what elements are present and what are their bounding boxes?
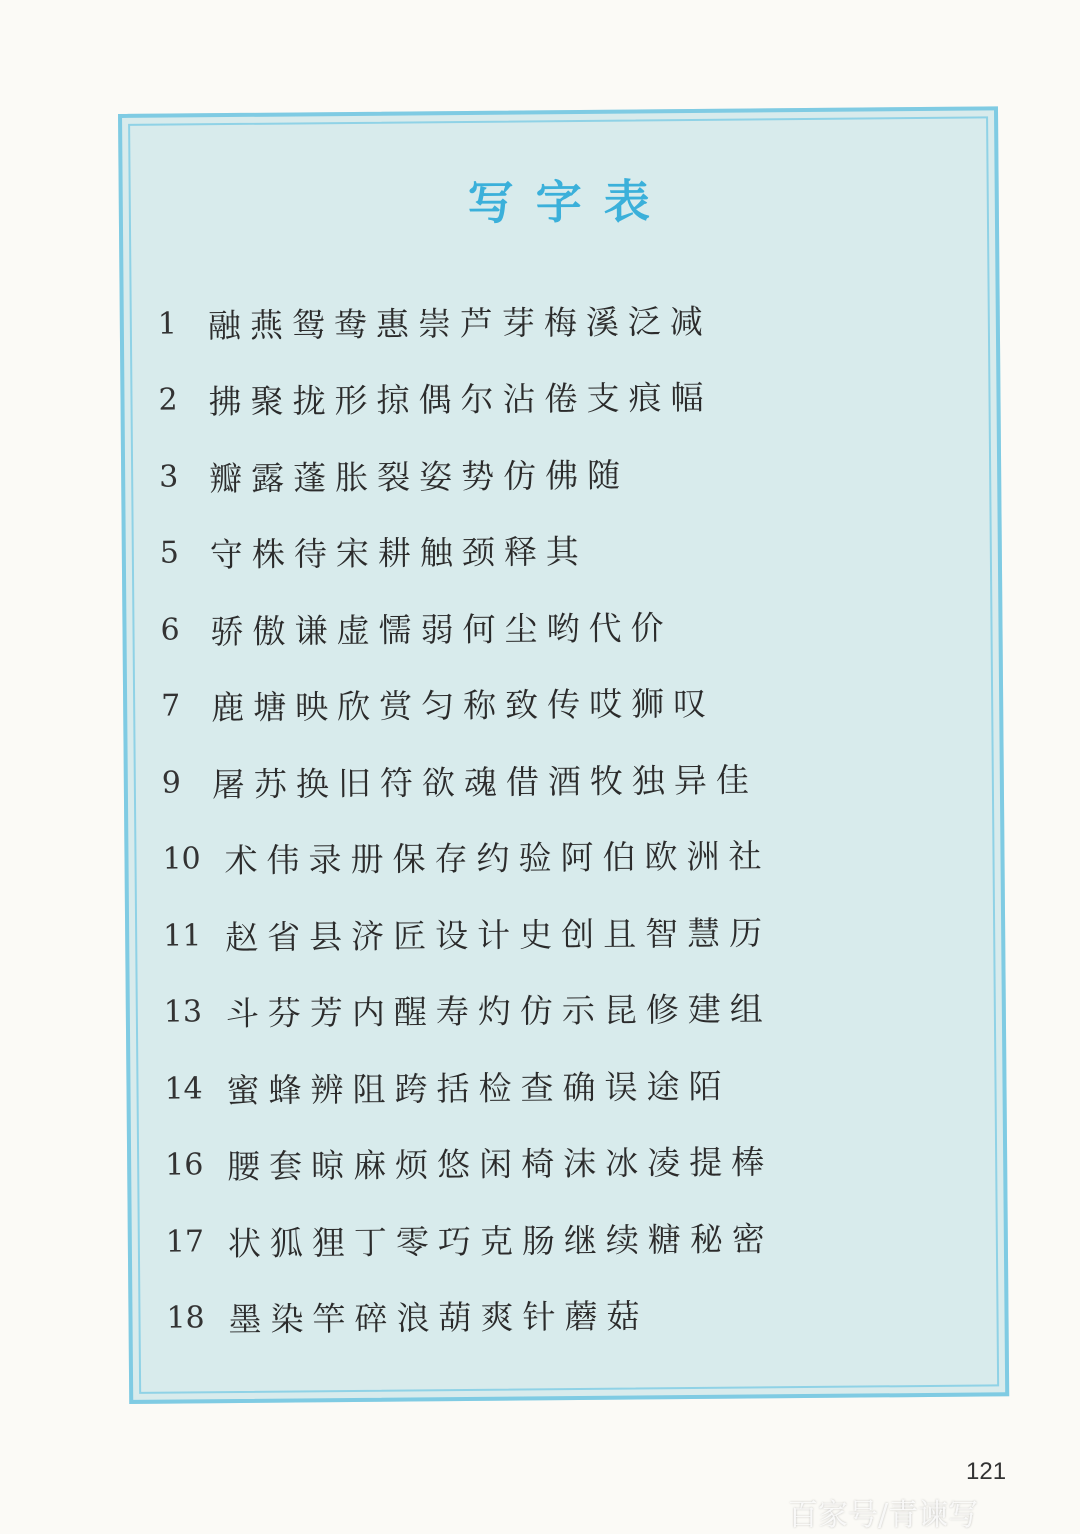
table-row (165, 1120, 986, 1204)
lesson-number: 11 (163, 918, 202, 954)
lesson-number: 5 (159, 535, 180, 571)
table-row (157, 279, 978, 363)
lesson-characters: 瓣露蓬胀裂姿势仿佛随 (209, 455, 630, 498)
lesson-number: 9 (161, 765, 182, 801)
lesson-characters: 腰套晾麻烦悠闲椅沫冰凌提棒 (227, 1142, 774, 1187)
table-row (163, 890, 984, 974)
lesson-characters: 墨染竿碎浪葫爽针蘑菇 (228, 1296, 649, 1340)
lesson-characters: 术伟录册保存约验阿伯欧洲社 (224, 836, 771, 881)
lesson-characters: 守株待宋耕触颈释其 (209, 532, 589, 575)
character-table-panel (118, 106, 1009, 1404)
lesson-number: 6 (160, 612, 180, 648)
table-row (166, 1196, 987, 1280)
table-row (166, 1273, 987, 1357)
lesson-number: 7 (161, 688, 181, 724)
table-row (159, 432, 980, 516)
lesson-characters: 骄傲谦虚懦弱何尘哟代价 (210, 607, 673, 651)
lesson-characters: 状狐狸丁零巧克肠继续糖秘密 (227, 1219, 775, 1263)
lesson-characters: 赵省县济匠设计史创且智慧历 (225, 913, 772, 957)
table-row (161, 661, 982, 745)
lesson-characters: 融燕鸳鸯惠崇芦芽梅溪泛减 (207, 301, 712, 345)
table-row (162, 737, 983, 821)
character-rows (157, 279, 986, 1357)
lesson-number: 14 (164, 1071, 203, 1107)
lesson-number: 3 (159, 459, 179, 495)
watermark: 百家号/青谏写 (788, 1498, 979, 1533)
table-row (160, 584, 981, 668)
table-row (162, 814, 983, 898)
lesson-number: 13 (163, 994, 203, 1030)
lesson-characters: 斗芬芳内醒寿灼仿示昆修建组 (225, 989, 773, 1034)
lesson-characters: 屠苏换旧符欲魂借酒牧独异佳 (211, 760, 759, 804)
lesson-number: 18 (166, 1300, 205, 1336)
page-number: 121 (966, 1458, 1007, 1485)
table-row (164, 1043, 985, 1127)
lesson-characters: 蜜蜂辨阻跨括检查确误途陌 (226, 1066, 731, 1110)
table-row (160, 508, 981, 592)
page-title: 写字表 (467, 174, 673, 230)
table-row (164, 967, 985, 1051)
lesson-number: 17 (165, 1224, 205, 1260)
lesson-number: 10 (162, 841, 201, 877)
lesson-characters: 鹿塘映欣赏匀称致传哎狮叹 (211, 684, 716, 728)
table-row (158, 355, 979, 439)
lesson-number: 1 (157, 306, 178, 342)
lesson-characters: 拂聚拢形掠偶尔沾倦支痕幅 (208, 378, 713, 422)
lesson-number: 16 (165, 1147, 204, 1183)
lesson-number: 2 (158, 382, 178, 418)
